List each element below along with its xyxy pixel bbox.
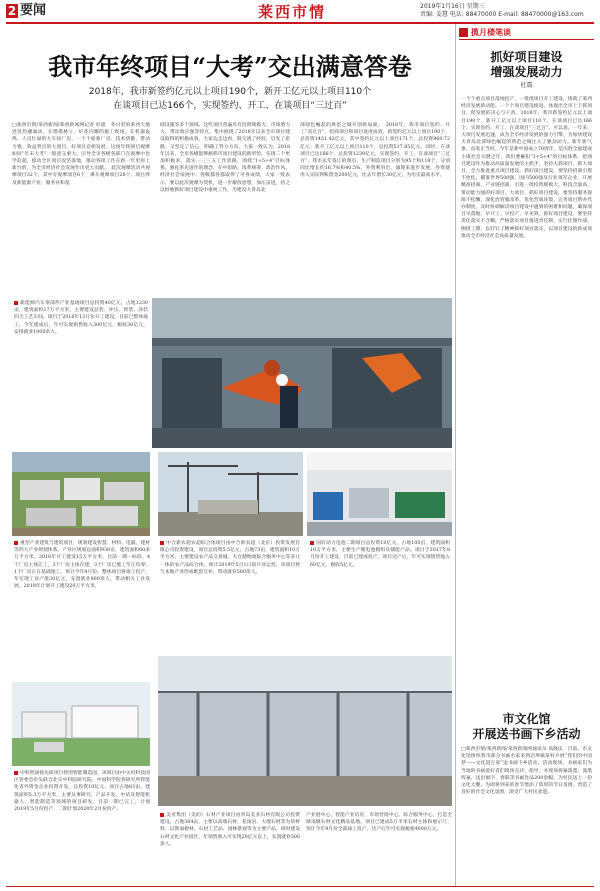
commentary-title-line1: 抓好项目建设 <box>490 50 563 64</box>
commentary-title-line2: 增强发展动力 <box>490 65 563 79</box>
industrial-park-aerial-photo <box>12 452 150 536</box>
caption-research-park: 中科智研视先研项目智创智能制造园，该项目由中关村科技园区管委会牵头联合北京中科院研究院、中国科学院各研究所智能化省外资金企业投资开发，总投资10亿元，项目占地83亩，建筑面积5.3万平方米，主要从事研究、产品开发、中试及智能机器人、智能制造等领域的项目研发。目前一期已完工，计划2019年5月份投产，二期计划2020年2月份投产。 <box>14 771 150 813</box>
research-campus-rendering <box>12 682 150 766</box>
caption-ev-parts: 新能源汽车零部件产业基地项目总投资40亿元，占地1230亩，建筑面积17万平方米，主要建设总装、冲压、焊装、涂装四大工艺车间。项目于2016年12月份开工建设，目前已整体竣工，今年建成后，年可实现销售收入300亿元，税收30亿元，安排就业1000余人。 <box>14 301 148 335</box>
stone-industry-hall-photo <box>158 656 452 806</box>
caption-industrial-park: 重型产业建筑与建筑项目，规划建设智慧、材料、电器、建材等四大产业规划体系。产业区规划总面积938亩，建筑面积60多万平方米。2018年开工建设15万平方米，目前一期一标段、4个厂房主体完工，3个厂房主体在建，3个厂房已施工至正负零，1个厂房正在基础施工。预计今年8月份，整体项目将竣工投产，年实现工业产值30亿元，安置就业800余人，带动相关工业发展。2019年计划开工建设20万平方米。 <box>14 541 150 590</box>
column-tag-icon <box>459 28 468 37</box>
footer-rule <box>6 886 594 887</box>
culture-article-body: □莱西市情/莱西新闻/莱西新闻网通讯员 高晓庆 目前，市文化馆组织我市部分书画名家来到店埠镇某村开展“我们的中国梦——文化进万家”送书画下乡活动。活动现场，书画家们为当地的书画爱好者们现场点评、指导，并现场挥毫泼墨，泼墨挥毫，送出福字、春联等书画作品200余幅。为村民送上一份文化大餐，为即将到来的春节增添了浓厚的节日氛围，营造了良好的社会文化氛围，深受广大村民欢迎。 <box>461 747 592 796</box>
construction-site-photo <box>158 452 303 536</box>
commentary-body: 一个个重点项目落地投产，一批批项目开工建设，铸就了莱西经济发展新动能。一个个项目建设推进，体现出全市上下抓项目、促发展的决心与干劲。2018年，我市新签约亿元以上项目190个，新开工亿元以上项目110个，在谈项目已达166个，实现签约、开工、在谈项目“三过百”。可以说，一年来，大项目发展迅速，成为全市经济发展的强力引擎，为加快建设大青岛北部绿色崛起的典范之城注入了强劲动力。新年新气象，奋进正当时。今年是新中国成立70周年，是决胜全面建成小康社会关键之年，我们要紧扣“1+5+4”的目标体系，把项目建设作为推动高质量发展的主抓手，坚持大抓项目、抓大项目，全力推进重点项目建设。抓好项目建设，要坚持招商引资不放松，瞄准世界500强、国内500强及行业领军企业，开展精准招商、产业链招商，引进一批投资规模大、科技含量高、带动能力强的好项目、大项目。抓好项目建设，要坚持服务保障不松懈，深化放管服改革，优化营商环境，完善项目帮办代办制度，及时协调解决项目建设中遇到的困难和问题，确保项目早落地、早开工、早投产、早见效。抓好项目建设，要坚持责任落实不含糊，严格落实项目推进责任制，实行挂图作战、倒排工期，以钉钉子精神抓好项目落实，以项目建设的新成效推动全市经济社会高质量发展。 <box>461 97 592 239</box>
factory-robot-photo <box>152 298 452 448</box>
lead-headline: 我市年终项目“大考”交出满意答卷 <box>48 52 412 81</box>
lead-body-col2: 础设施等多个领域。这些项目普遍具有投资规模大、市场潜力大、带动效应强等特点。集中展现了2018年以来全市项目建设取得的积极成效。大家边走边看，既交流了经验，启发了思路，又坚定了信心，明确了努力方向。大家一致认为，2018年以来，全市各级能够耐抓市项目建设的新形势，实现二个更加积极求，落实一三三五工作思路，围绕“1+5+4”目标体系，强化率先进作的理念，在中思路、改革统筹、政治作风。经济社会发展中、各级都各都取得了可喜成绩，大家一致表示，要以此次观摩为契机，进一步解放思想，加压奋进，持之以恒地抓好项目建设中重视工作，为建设大青岛北 <box>160 123 290 193</box>
page-number: 2 <box>7 4 17 18</box>
lead-body-col3: 部绿色崛起的典范之城开创新局面。 2018年，我市项目签约、开工“双过百”，招商项目和项目进度成效。新签约亿元以上项目190个，总投资1451.42亿元，其中签约亿元以上项目171个，总投资960.72亿元；新开工亿元以上项目110个，总投资517.85亿元。同时，在谈项目已达166个，总投资1239亿元，实现签约、开工、在谈项目“三过百”。我市去年签订的现有、生产制造项目分别为95个和118个，分别同比增长约16.7%和40.5%，外资利用出，涌现来进步发展，外资使用入实际到账资金200亿元，比去年增长30亿元，为历史最高水平。 <box>300 123 450 179</box>
editor-info: 责编: 姜慧 电话: 88470000 E-mail: 88470000@163.com <box>420 11 584 18</box>
column-divider <box>455 24 456 886</box>
battery-workshop-photo <box>307 452 452 536</box>
culture-title-line2: 开展送书画下乡活动 <box>472 727 581 741</box>
caption-agri-complex: 中合新农超农超综合体项目由中合新农超（北京）投资发展有限公司投资建设，项目总投资5.5亿元，占地73亩，建筑面积10万平方米，主要建设农产品交易城、大仓储物流综合服务中心等多元一体的农产品综合体。预计2019年5月1日前开业运营。该项目将与本地产业形成配套互补，带动就业500余人。 <box>160 541 300 575</box>
lead-subhead-2: 在谈项目已达166个，实现签约、开工、在谈项目“三过百” <box>113 101 347 111</box>
masthead-logo: 莱西市情 <box>258 3 327 21</box>
culture-title-line1: 市文化馆 <box>502 712 551 726</box>
caption-battery: 国轩动力电池二期项目总投资10亿元，占地100亩，建筑面积10万平方米，主要生产锂电池模组及储能产品。项目于2017年8月份开工建设，目前已建成投产，项目达产后，年可实现销售收入60亿元，税收5亿元。 <box>310 541 450 568</box>
commentary-column-name: 揽月楼笔谈 <box>471 28 511 37</box>
section-title: 要闻 <box>20 3 47 18</box>
lead-body-col1: □莱西市情/莱西新闻/莱西新闻网记者 杜震 冬日里的莱西大地处处热潮涌动，在塔塔林立、炉花闪耀的施工现场，在机器轰鸣、人员忙碌的大车间厂房，一个个崭新厂房、技术骄傲、带动力强、效益突出的大项目，好项目竞相发展。这场年终项目观摩如同“年末大考”一般意义重大，引导全市各级各部门在观摩中比学赶超，推动全区项目攻坚落地，推动各项工作在新一年里再上新台阶，为全市经济社会发展作出更大贡献。 此次观摩活动共观摩项目32个，其中专观摩项目6个，乘车观摩项目26个。项目涉及新能源产业、服务业和基 <box>12 123 150 186</box>
column-rule <box>459 39 594 40</box>
culture-article-title <box>459 712 594 742</box>
commentary-title <box>459 50 594 80</box>
commentary-author: 杜震 <box>520 82 533 89</box>
issue-date: 2019年1月16日 星期三 <box>420 3 485 10</box>
caption-stone-industry: 美亚集团（美的）石材产业项目由青岛美亚石材有限公司投资建设，占地384亩，主要以高端石材、花岗岩、大理石材等为原材料、以饰面板材、石材工艺品、园林景观等为主要产品，同时建设石材文化产业园区，年销售收入可实现20亿元以上，安置就业500余人。 <box>160 813 300 847</box>
caption-stone-industry-cont: 产业链中心、智能产业培育、市场营销中心、综合服务中心，打造全球顶级石材文化精品基地。项目已建成5万平米石材主体和展示厅，预计今年9月份全部竣工投产，达产后年可实现税收4000万元。 <box>306 813 452 833</box>
header-rule <box>6 22 594 24</box>
lead-subhead-1: 2018年，我市新签约亿元以上项目190个，新开工亿元以上项目110个 <box>88 87 372 97</box>
